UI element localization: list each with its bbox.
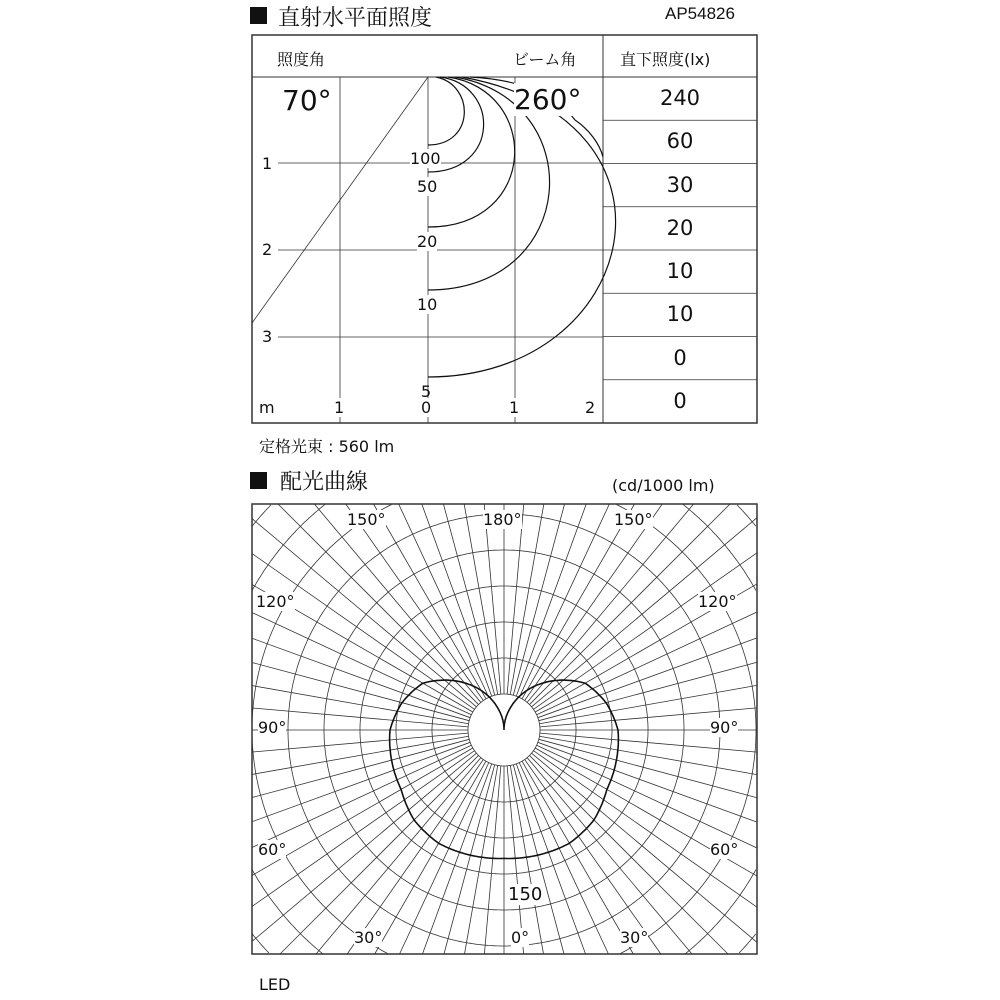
contour-label-50: 50 <box>417 177 438 196</box>
polar-radial <box>252 519 476 707</box>
polar-radial <box>533 751 757 908</box>
depth-tick: 1 <box>262 154 273 173</box>
polar-radial <box>316 758 481 954</box>
polar-radial <box>252 745 471 847</box>
contour-label-100: 100 <box>410 149 441 168</box>
model-number: AP54826 <box>665 4 735 23</box>
illum-angle-label: 照度角 <box>277 50 326 69</box>
contour-20 <box>428 77 515 227</box>
x-unit: m <box>259 398 275 417</box>
direct-illuminance-value: 10 <box>666 259 694 283</box>
direct-illuminance-value: 10 <box>666 302 694 327</box>
polar-radial <box>519 763 608 954</box>
angle-label-120-left: 120° <box>256 592 295 611</box>
contour-label-10: 10 <box>417 295 438 314</box>
illuminance-contours <box>428 77 616 377</box>
contour-label-5: 5 <box>421 382 432 401</box>
direct-illuminance-rows <box>603 120 757 380</box>
beam-angle-label: ビーム角 <box>513 50 577 69</box>
polar-radial <box>537 612 757 715</box>
polar-radial <box>537 745 757 848</box>
distribution-unit: (cd/1000 lm) <box>612 476 715 495</box>
x-tick: 2 <box>585 398 596 417</box>
polar-radial <box>399 504 489 697</box>
rated-flux: 定格光束 : 560 lm <box>259 437 395 456</box>
scale-label: 150 <box>508 884 543 905</box>
angle-label-90-right: 90° <box>710 718 739 737</box>
polar-radial <box>278 504 479 705</box>
angle-label-90-left: 90° <box>258 718 287 737</box>
x-tick: 1 <box>509 398 520 417</box>
polar-radial <box>527 504 693 702</box>
depth-tick: 3 <box>262 327 273 346</box>
contour-5 <box>428 77 616 377</box>
polar-radial <box>529 755 728 954</box>
polar-radial <box>252 554 475 710</box>
angle-label-30-left: 30° <box>354 928 383 947</box>
angle-label-60-right: 60° <box>710 840 739 859</box>
beam-edge <box>575 120 603 157</box>
polar-radial <box>538 638 757 718</box>
direct-illuminance-header: 直下照度(lx) <box>620 50 711 69</box>
polar-radial <box>252 612 471 714</box>
angle-label-150-right: 150° <box>614 510 653 529</box>
polar-radial <box>400 763 489 954</box>
illum-angle-value: 70° <box>276 84 338 117</box>
contour-100 <box>428 77 464 145</box>
distribution-title: 配光曲線 <box>280 470 369 495</box>
angle-label-0: 0° <box>511 928 530 947</box>
x-tick: 1 <box>334 398 345 417</box>
depth-tick: 2 <box>262 240 273 259</box>
angle-label-30-right: 30° <box>620 928 649 947</box>
direct-illuminance-value: 60 <box>666 129 694 154</box>
polar-radial <box>280 755 479 954</box>
angle-label-150-left: 150° <box>347 510 386 529</box>
direct-illuminance-value: 0 <box>673 388 687 413</box>
polar-radial <box>252 751 475 907</box>
polar-radial <box>538 742 757 822</box>
angle-label-180: 180° <box>483 510 522 529</box>
polar-radial <box>314 504 480 702</box>
polar-radial <box>532 518 757 707</box>
beam-angle-value: 260° <box>514 83 582 116</box>
polar-radial <box>347 759 483 954</box>
polar-radial <box>525 759 661 954</box>
angle-label-120-right: 120° <box>698 592 737 611</box>
polar-radial <box>533 553 757 710</box>
direct-illuminance-value: 20 <box>666 215 694 240</box>
direct-illuminance-value: 30 <box>666 172 694 197</box>
angle-label-60-left: 60° <box>258 840 287 859</box>
direct-illuminance-value: 0 <box>673 345 687 370</box>
x-tick: 0 <box>421 398 432 417</box>
illuminance-title: 直射水平面照度 <box>278 6 433 31</box>
light-source: LED <box>259 975 291 994</box>
polar-radial <box>519 504 609 697</box>
contour-label-20: 20 <box>417 232 438 251</box>
direct-illuminance-value: 240 <box>659 86 701 110</box>
section-marker-icon <box>250 472 267 489</box>
polar-radial <box>527 758 692 954</box>
